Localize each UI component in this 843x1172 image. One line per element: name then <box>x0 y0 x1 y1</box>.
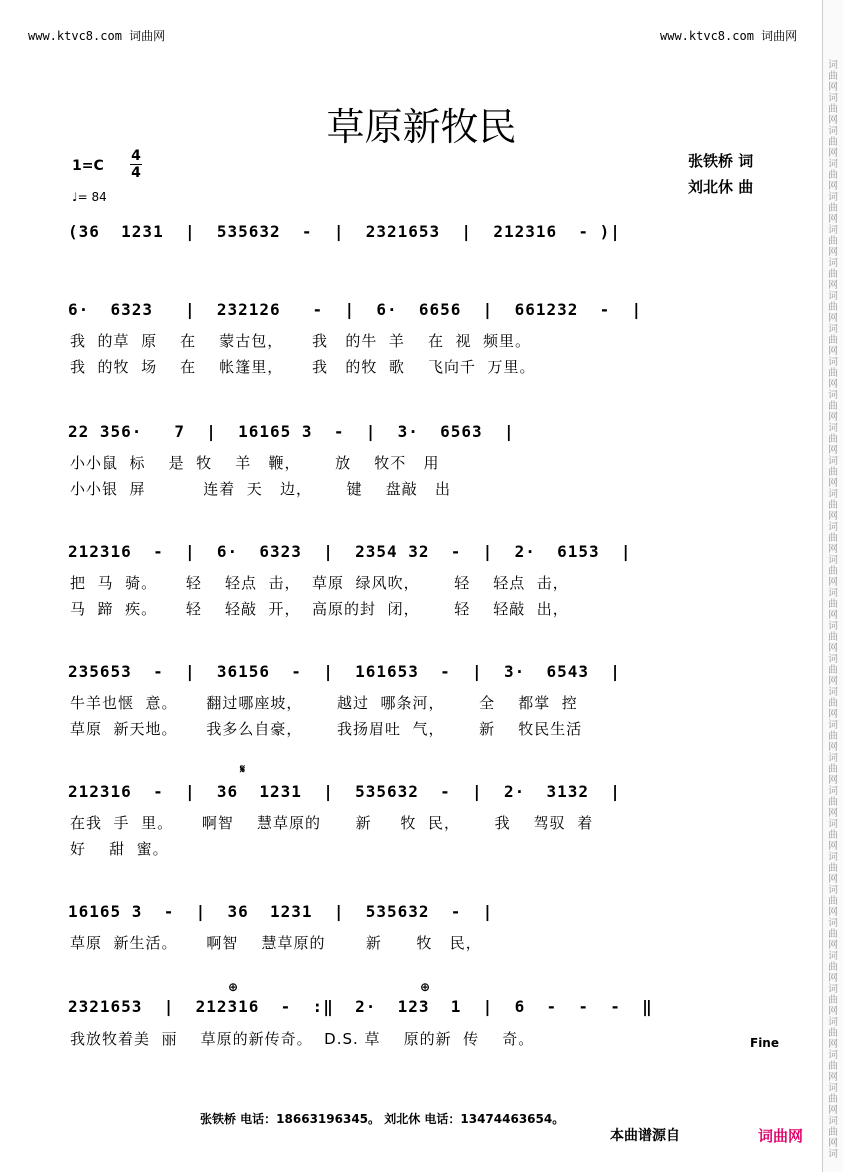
side-watermark-char: 曲 <box>828 764 838 775</box>
side-watermark-char: 词 <box>828 390 838 401</box>
side-watermark-char: 网 <box>828 346 838 357</box>
side-watermark-char: 曲 <box>828 434 838 445</box>
coda-mark-1: ⊕ <box>228 980 239 994</box>
side-watermark-char: 网 <box>828 82 838 93</box>
time-numerator: 4 <box>131 148 141 164</box>
side-watermark-char: 词 <box>828 258 838 269</box>
side-watermark-char: 词 <box>828 687 838 698</box>
side-watermark-char: 网 <box>828 1039 838 1050</box>
side-watermark-char: 曲 <box>828 500 838 511</box>
side-watermark-char: 网 <box>828 709 838 720</box>
side-watermark-char: 网 <box>828 214 838 225</box>
notation-line: 6· 6323 | 232126 - | 6· 6656 | 661232 - | <box>68 300 643 319</box>
side-watermark-char: 网 <box>828 643 838 654</box>
side-watermark-char: 词 <box>828 951 838 962</box>
side-watermark-char: 曲 <box>828 1061 838 1072</box>
side-watermark-char: 词 <box>828 522 838 533</box>
tempo-value: = 84 <box>77 190 107 204</box>
side-watermark-char: 词 <box>828 885 838 896</box>
side-watermark-char: 曲 <box>828 665 838 676</box>
side-watermark-char: 曲 <box>828 995 838 1006</box>
side-watermark-char: 词 <box>828 159 838 170</box>
side-watermark-char: 曲 <box>828 632 838 643</box>
side-watermark-char: 曲 <box>828 599 838 610</box>
side-watermark-char: 词 <box>828 456 838 467</box>
side-watermark-char: 网 <box>828 313 838 324</box>
side-watermark-char: 曲 <box>828 1028 838 1039</box>
lyric-line: 马 蹄 疾。 轻 轻敲 开， 高原的封 闭， 轻 轻敲 出， <box>70 600 569 618</box>
side-watermark-char: 词 <box>828 60 838 71</box>
notation-line: 22 356· 7 | 16165 3 - | 3· 6563 | <box>68 422 515 441</box>
side-watermark-char: 词 <box>828 1083 838 1094</box>
side-watermark-char: 网 <box>828 775 838 786</box>
side-watermark-char: 曲 <box>828 962 838 973</box>
side-watermark-char: 词 <box>828 720 838 731</box>
header-site-right[interactable]: www.ktvc8.com 词曲网 <box>660 29 798 43</box>
lyricist-credit: 张铁桥 词 <box>688 152 754 170</box>
side-watermark-char: 曲 <box>828 302 838 313</box>
lyric-line: 在我 手 里。 啊智 慧草原的 新 牧 民， 我 驾驭 着 <box>70 814 594 832</box>
side-watermark-char: 词 <box>828 753 838 764</box>
side-watermark-char: 网 <box>828 676 838 687</box>
lyric-line: 小小鼠 标 是 牧 羊 鞭， 放 牧不 用 <box>70 454 440 472</box>
notation-line: 2321653 | 212316 - :‖ 2· 123 1 | 6 - - - ‖ <box>68 997 653 1016</box>
song-title: 草原新牧民 <box>326 105 517 149</box>
side-watermark-char: 词 <box>828 93 838 104</box>
fine-mark: Fine <box>750 1036 779 1050</box>
side-watermark-char: 曲 <box>828 929 838 940</box>
side-watermark-char: 网 <box>828 412 838 423</box>
side-watermark-char: 网 <box>828 148 838 159</box>
side-watermark-char: 曲 <box>828 1127 838 1138</box>
side-watermark-char: 词 <box>828 621 838 632</box>
side-watermark-char: 网 <box>828 1138 838 1149</box>
side-watermark-char: 网 <box>828 577 838 588</box>
side-watermark-char: 网 <box>828 874 838 885</box>
side-watermark-char: 曲 <box>828 203 838 214</box>
tempo-marking <box>72 190 107 204</box>
lyric-line: 我 的草 原 在 蒙古包， 我 的牛 羊 在 视 频里。 <box>70 332 532 350</box>
side-watermark-char: 词 <box>828 984 838 995</box>
side-watermark-char: 曲 <box>828 137 838 148</box>
side-watermark-char: 网 <box>828 544 838 555</box>
side-watermark-char: 词 <box>828 225 838 236</box>
lyric-line: 草原 新生活。 啊智 慧草原的 新 牧 民， <box>70 934 482 952</box>
side-watermark-char: 网 <box>828 841 838 852</box>
side-watermark-char: 词 <box>828 324 838 335</box>
side-watermark-char: 网 <box>828 1072 838 1083</box>
side-watermark-char: 词 <box>828 786 838 797</box>
side-watermark-char: 词 <box>828 918 838 929</box>
time-signature <box>130 148 142 181</box>
side-watermark-char: 网 <box>828 247 838 258</box>
side-watermark-char: 词 <box>828 1149 838 1160</box>
side-watermark-char: 曲 <box>828 566 838 577</box>
side-watermark-char: 网 <box>828 808 838 819</box>
key-signature: 1=C <box>72 158 104 174</box>
side-watermark-char: 网 <box>828 1006 838 1017</box>
side-watermark-char: 曲 <box>828 467 838 478</box>
side-watermark-char: 曲 <box>828 236 838 247</box>
source-label: 本曲谱源自 <box>610 1128 680 1144</box>
side-watermark-char: 网 <box>828 511 838 522</box>
side-watermark-char: 曲 <box>828 368 838 379</box>
side-watermark-char: 网 <box>828 610 838 621</box>
side-watermark-char: 词 <box>828 489 838 500</box>
coda-mark-2: ⊕ <box>420 980 431 994</box>
lyric-line: 我 的牧 场 在 帐篷里， 我 的牧 歌 飞向千 万里。 <box>70 358 536 376</box>
segno-mark: 𝄋 <box>240 762 246 776</box>
side-watermark-char: 词 <box>828 654 838 665</box>
side-watermark-char: 曲 <box>828 401 838 412</box>
side-watermark-char: 网 <box>828 379 838 390</box>
side-watermark-char: 词 <box>828 192 838 203</box>
contact-info: 张铁桥 电话：18663196345。 刘北休 电话：13474463654。 <box>200 1112 565 1126</box>
side-watermark-char: 网 <box>828 181 838 192</box>
side-watermark-char: 曲 <box>828 269 838 280</box>
side-watermark-char: 网 <box>828 940 838 951</box>
lyric-line: 把 马 骑。 轻 轻点 击， 草原 绿风吹， 轻 轻点 击， <box>70 574 569 592</box>
side-watermark-char: 曲 <box>828 830 838 841</box>
side-watermark-char: 词 <box>828 588 838 599</box>
quarter-note-icon: ♩ <box>72 190 78 204</box>
side-watermark-char: 词 <box>828 852 838 863</box>
lyric-line: 好 甜 蜜。 <box>70 840 169 858</box>
side-watermark-char: 曲 <box>828 731 838 742</box>
side-watermark-char: 词 <box>828 357 838 368</box>
notation-line: (36 1231 | 535632 - | 2321653 | 212316 - )| <box>68 222 621 241</box>
side-watermark-char: 曲 <box>828 170 838 181</box>
notation-line: 235653 - | 36156 - | 161653 - | 3· 6543 | <box>68 662 621 681</box>
side-watermark-char: 网 <box>828 973 838 984</box>
side-watermark-char: 词 <box>828 555 838 566</box>
side-watermark-char: 曲 <box>828 896 838 907</box>
side-watermark-char: 网 <box>828 115 838 126</box>
side-watermark-char: 词 <box>828 423 838 434</box>
notation-line: 212316 - | 6· 6323 | 2354 32 - | 2· 6153 | <box>68 542 632 561</box>
side-watermark-char: 网 <box>828 907 838 918</box>
side-watermark-char: 词 <box>828 819 838 830</box>
side-watermark-char: 词 <box>828 291 838 302</box>
side-watermark-char: 曲 <box>828 1094 838 1105</box>
side-watermark-char: 网 <box>828 478 838 489</box>
lyric-line: 草原 新天地。 我多么自豪， 我扬眉吐 气， 新 牧民生活 <box>70 720 583 738</box>
side-watermark-char: 曲 <box>828 71 838 82</box>
time-denominator: 4 <box>131 165 141 181</box>
notation-line: 212316 - | 36 1231 | 535632 - | 2· 3132 | <box>68 782 621 801</box>
composer-credit: 刘北休 曲 <box>688 178 754 196</box>
side-watermark-char: 曲 <box>828 533 838 544</box>
side-watermark-char: 词 <box>828 1116 838 1127</box>
side-watermark-char: 曲 <box>828 863 838 874</box>
side-watermark-char: 曲 <box>828 104 838 115</box>
side-watermark-char: 网 <box>828 445 838 456</box>
side-watermark-char: 网 <box>828 280 838 291</box>
side-watermark-char: 词 <box>828 126 838 137</box>
side-watermark-char: 曲 <box>828 797 838 808</box>
brand-logo[interactable]: 词曲网 <box>758 1127 804 1145</box>
side-watermark-char: 词 <box>828 1050 838 1061</box>
notation-line: 16165 3 - | 36 1231 | 535632 - | <box>68 902 494 921</box>
lyric-line: 牛羊也惬 意。 翻过哪座坡， 越过 哪条河， 全 都掌 控 <box>70 694 578 712</box>
lyric-line: 小小银 屏 连着 天 边， 键 盘敲 出 <box>70 480 452 498</box>
header-site-left[interactable]: www.ktvc8.com 词曲网 <box>28 29 166 43</box>
side-watermark-char: 曲 <box>828 698 838 709</box>
side-watermark-char: 词 <box>828 1017 838 1028</box>
side-watermark-char: 曲 <box>828 335 838 346</box>
side-watermark-char: 网 <box>828 1105 838 1116</box>
lyric-line: 我放牧着美 丽 草原的新传奇。 D.S. 草 原的新 传 奇。 <box>70 1030 535 1048</box>
side-watermark-char: 网 <box>828 742 838 753</box>
